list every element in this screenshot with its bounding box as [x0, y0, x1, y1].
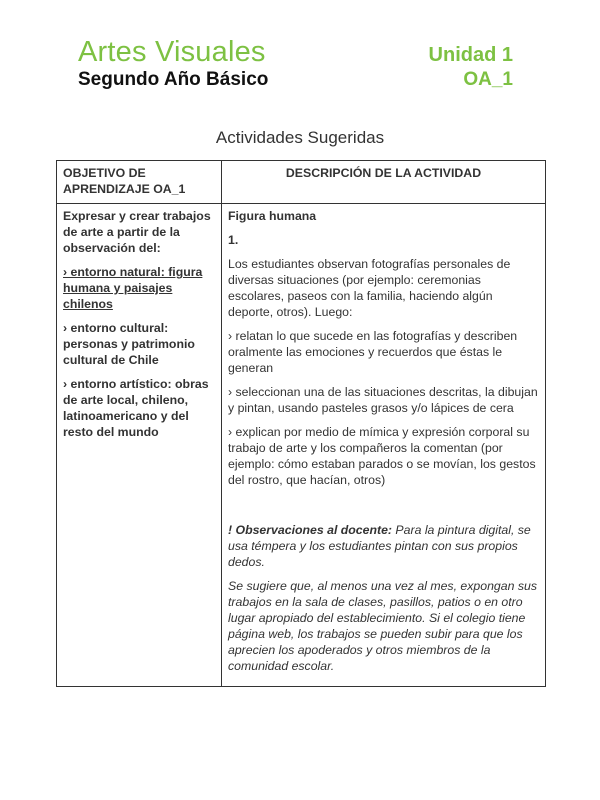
- objective-item-artistic: › entorno artístico: obras de arte local, chileno, latinoamericano y del resto del mundo: [63, 377, 209, 439]
- grade-label: Segundo Año Básico: [78, 69, 269, 90]
- observations-text: Para la pintura digital, se usa témpera y los estudiantes pintan con sus propios dedos.: [228, 523, 531, 569]
- subject-title: Artes Visuales: [78, 36, 266, 68]
- objective-header: OBJETIVO DE APRENDIZAJE OA_1: [57, 161, 222, 204]
- observations-label: ! Observaciones al docente:: [228, 523, 393, 537]
- activity-step-3: › explican por medio de mímica y expresión corporal su trabajo de arte y los compañeros la comentan (por ejemplo: cómo estaban parados o se movían, los gestos del rostro, que hacían, otros): [228, 425, 536, 487]
- teacher-observations: [228, 522, 539, 570]
- activity-table: [56, 160, 546, 687]
- activity-step-1: › relatan lo que sucede en las fotografías y describen oralmente las emociones y recuerdos que éstas le generan: [228, 329, 518, 375]
- objective-item-cultural: › entorno cultural: personas y patrimonio cultural de Chile: [63, 321, 195, 367]
- activity-number: 1.: [228, 233, 239, 247]
- page-header: [78, 36, 513, 91]
- table-row: [57, 204, 546, 687]
- objective-item-natural: › entorno natural: figura humana y paisajes chilenos: [63, 265, 203, 311]
- activity-step-2: › seleccionan una de las situaciones descritas, la dibujan y pintan, usando pasteles grasos y/o lápices de cera: [228, 385, 538, 415]
- activity-title: Figura humana: [228, 209, 317, 223]
- section-title: Actividades Sugeridas: [215, 128, 385, 147]
- spacer: [228, 496, 539, 522]
- title-row: [78, 36, 513, 70]
- objective-intro: Expresar y crear trabajos de arte a partir de la observación del:: [63, 209, 211, 255]
- unit-label: Unidad 1: [428, 44, 513, 66]
- table-header-row: [57, 161, 546, 204]
- activity-intro: Los estudiantes observan fotografías personales de diversas situaciones (por ejemplo: ceremonias escolares, paseos con la familia, haciendo algún deporte, otros). Luego:: [228, 257, 511, 319]
- subtitle-row: [78, 69, 513, 91]
- objective-cell: [57, 204, 222, 687]
- description-header: DESCRIPCIÓN DE LA ACTIVIDAD: [222, 161, 546, 204]
- description-cell: [222, 204, 546, 687]
- exhibition-suggestion: Se sugiere que, al menos una vez al mes, expongan sus trabajos en la sala de clases, pasillos, patios o en otro lugar apropiado del establecimiento. Si el colegio tiene página web, los trabajos se pueden subir para que los aprecien los apoderados y otros miembros de la comunidad escolar.: [228, 579, 537, 673]
- oa-label: OA_1: [463, 69, 513, 90]
